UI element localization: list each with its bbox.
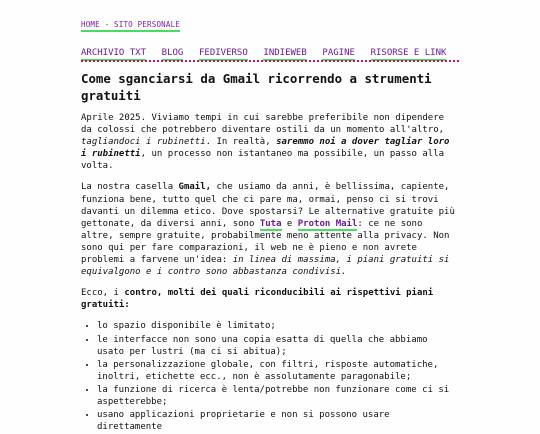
dotted-divider (81, 60, 459, 62)
nav-link-blog[interactable]: BLOG (162, 48, 184, 61)
text: : ce ne sono altre, sempre gratuite, probabilmente meno attente alla privacy. Non sono qui per fare comparazioni, il web ne è pieno e non avrete problemi a farvene un'idea: (81, 218, 450, 266)
emphasis: in linea di massima, i piani gratuiti si equivalgono e i contro sono abbastanza condivisi. (81, 255, 450, 278)
list-item: • le interfacce non sono una copia esatta di quella che abbiamo usato per lustri (ma ci si abitua); (97, 334, 459, 358)
cons-list (81, 320, 459, 433)
main-nav (81, 40, 452, 59)
nav-link-pagine[interactable]: PAGINE (322, 48, 355, 61)
list-item: • la personalizzazione globale, con filtri, risposte automatiche, inoltri, etichette ecc., non è assolutamente paragonabile; (97, 359, 459, 383)
text: che usiamo da anni, è bellissima, capiente, funziona bene, tutto quel che ci pare ma, ormai, penso ci si trovi davanti un dilemma etico. Dove spostarsi? Le alternative gratuite più gettonate, da diversi anni, sono (81, 182, 455, 229)
paragraph-gmail (81, 181, 459, 278)
text: e (281, 218, 298, 229)
article-title: Come sganciarsi da Gmail ricorrendo a strumenti gratuiti (81, 71, 432, 103)
tuta-link[interactable]: Tuta (259, 218, 282, 229)
text: Aprile 2025. Viviamo tempi in cui sarebbe preferibile non dipendere da colossi che potrebbero diventare ostili da un momento all'altro, (81, 113, 445, 136)
text: . In realtà, (205, 137, 277, 148)
paragraph-contro (81, 287, 459, 311)
nav-link-fediverso[interactable]: FEDIVERSO (199, 48, 248, 61)
proton-mail-link[interactable]: Proton Mail (297, 218, 358, 229)
list-item: • la funzione di ricerca è lenta/potrebbe non funzionare come ci si aspetterebbe; (97, 384, 459, 408)
text: Ecco, i (81, 288, 125, 299)
contro-strong: contro, molti dei quali riconducibili ai rispettivi piani gratuiti: (81, 288, 434, 311)
strong-emphasis: saremmo noi a dover tagliar loro i rubinetti (81, 137, 450, 160)
nav-link-risorse[interactable]: RISORSE E LINK (371, 48, 447, 61)
article-body (81, 112, 459, 434)
paragraph-intro (81, 112, 459, 172)
text: , un processo non istantaneo ma possibile, un passo alla volta. (81, 149, 445, 172)
nav-link-archivio[interactable]: ARCHIVIO TXT (81, 48, 146, 61)
text: La nostra casella (81, 182, 179, 193)
nav-link-indieweb[interactable]: INDIEWEB (263, 48, 306, 61)
gmail-strong: Gmail, (178, 182, 212, 193)
emphasis: tagliandoci i rubinetti (81, 137, 206, 148)
list-item: • usano applicazioni proprietarie e non si possono usare direttamente (97, 409, 459, 433)
home-link[interactable]: HOME - SITO PERSONALE (81, 20, 180, 32)
list-item: • lo spazio disponibile è limitato; (97, 320, 459, 332)
